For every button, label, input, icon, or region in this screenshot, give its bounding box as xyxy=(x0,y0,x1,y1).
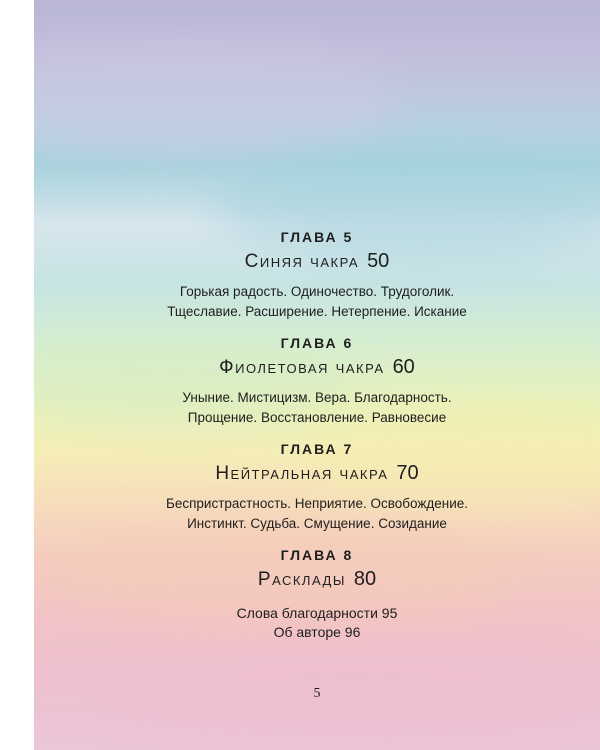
keywords-line: Инстинкт. Судьба. Смущение. Созидание xyxy=(187,516,447,531)
chapter-page-number: 50 xyxy=(367,250,390,272)
chapter-page-number: 70 xyxy=(396,462,419,484)
acknowledgements-entry: Слова благодарности 95 xyxy=(236,605,398,621)
keywords-line: Горькая радость. Одиночество. Трудоголик. xyxy=(179,284,455,299)
wash-violet xyxy=(34,40,394,160)
back-matter xyxy=(34,604,600,642)
table-of-contents xyxy=(34,228,600,642)
page-number: 5 xyxy=(313,686,321,701)
chapter-title-line xyxy=(34,354,600,380)
chapter-title: Нейтральная чакра xyxy=(215,463,389,484)
chapter-label: ГЛАВА 6 xyxy=(280,335,354,351)
chapter-title: Фиолетовая чакра xyxy=(219,357,385,378)
chapter-label: ГЛАВА 8 xyxy=(280,547,354,563)
chapter-keywords xyxy=(34,388,600,428)
chapter-title: Расклады xyxy=(257,569,346,590)
chapter-keywords xyxy=(34,494,600,534)
keywords-line: Уныние. Мистицизм. Вера. Благодарность. xyxy=(182,390,452,405)
chapter-title-line xyxy=(34,566,600,592)
chapter-page-number: 80 xyxy=(353,568,377,590)
chapter-6 xyxy=(34,334,600,428)
chapter-8 xyxy=(34,546,600,592)
about-author-entry: Об авторе 96 xyxy=(273,624,361,640)
keywords-line: Тщеславие. Расширение. Нетерпение. Искание xyxy=(167,304,467,319)
chapter-title: Синяя чакра xyxy=(244,251,360,272)
keywords-line: Беспристрастность. Неприятие. Освобождение. xyxy=(166,496,468,511)
chapter-page-number: 60 xyxy=(392,356,415,378)
chapter-label: ГЛАВА 5 xyxy=(280,229,354,245)
chapter-keywords xyxy=(34,282,600,322)
chapter-7 xyxy=(34,440,600,534)
chapter-title-line xyxy=(34,460,600,486)
chapter-5 xyxy=(34,228,600,322)
chapter-title-line xyxy=(34,248,600,274)
keywords-line: Прощение. Восстановление. Равновесие xyxy=(187,410,447,425)
page-margin xyxy=(0,0,34,750)
chapter-label: ГЛАВА 7 xyxy=(280,441,354,457)
